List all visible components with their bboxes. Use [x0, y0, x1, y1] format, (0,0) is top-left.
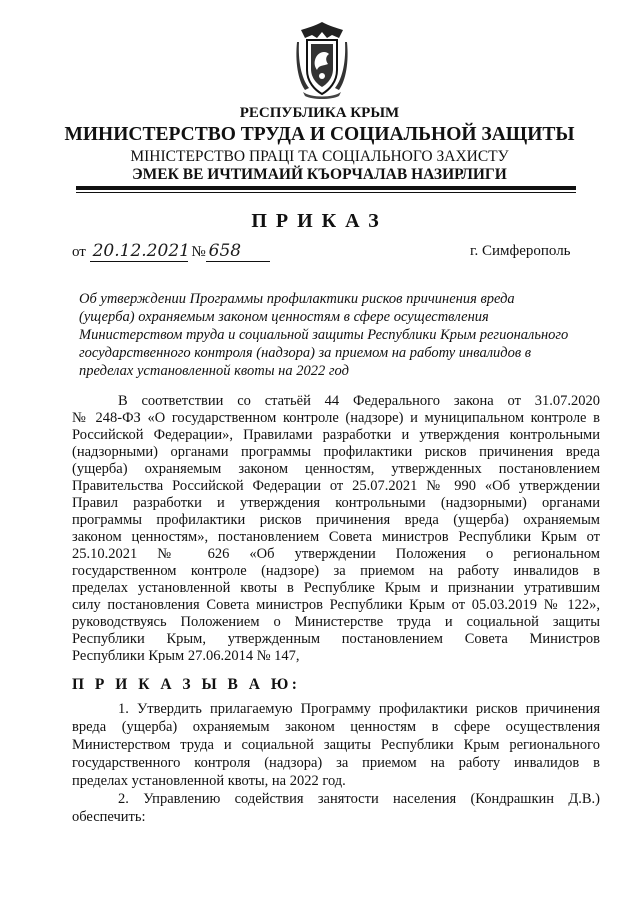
item1-line: пределах установленной квоты, на 2022 год.: [72, 773, 346, 789]
title-line: пределах установленной квоты на 2022 год: [79, 363, 349, 379]
title-line: Об утверждении Программы профилактики рисков причинения вреда: [79, 291, 515, 307]
preamble-line: Республики Крым 27.06.2014 № 147,: [72, 648, 300, 664]
title-line: государственного контроля (надзора) за приемом на работу инвалидов в: [79, 345, 532, 361]
orders-heading: П Р И К А З Ы В А Ю:: [72, 676, 301, 693]
item1-line: вреда (ущерба) охраняемым законом ценностям в сфере осуществления: [72, 719, 600, 735]
preamble-line: (ущерба) охраняемым законом ценностям, утвержденных постановлением: [72, 461, 600, 477]
preamble-line: 25.10.2021 № 626 «Об утверждении Положения о региональном: [72, 546, 600, 562]
preamble-line: (надзорными) органами программы профилактики рисков причинения вреда: [72, 444, 600, 460]
preamble-line: программы профилактики рисков причинения вреда (ущерба) охраняемым: [72, 512, 600, 528]
preamble-line: государственном контроле (надзоре) за приемом на работу инвалидов в: [72, 563, 600, 579]
preamble-line: Республики Крым, утвержденным постановлением Совета Министров: [72, 631, 600, 647]
item2-line: 2. Управлению содействия занятости населения (Кондрашкин Д.В.): [118, 791, 600, 807]
crimea-coat-of-arms-icon: [295, 20, 349, 100]
preamble-line: № 248-ФЗ «О государственном контроле (надзоре) и муниципальном контроле в: [72, 410, 600, 426]
date-handwritten: 20.12.2021: [90, 243, 188, 262]
header-ministry-crh: ЭМЕК ВЕ ИЧТИМАИЙ КЪОРЧАЛАВ НАЗИРЛИГИ: [132, 166, 507, 183]
preamble-line: пределах установленной квоты в Республике Крым и признании утратившим: [72, 580, 600, 596]
item1-line: Министерством труда и социальной защиты Республики Крым регионального: [72, 737, 600, 753]
header-ministry-ua: МІНІСТЕРСТВО ПРАЦІ ТА СОЦІАЛЬНОГО ЗАХИСТУ: [130, 148, 509, 165]
date-number-row: [72, 243, 270, 262]
preamble-line: руководствуясь Положением о Министерстве труда и социальной защиты: [72, 614, 600, 630]
item1-line: государственного контроля (надзора) за приемом на работу инвалидов в: [72, 755, 600, 771]
number-prefix: №: [191, 244, 206, 260]
document-type: ПРИКАЗ: [251, 210, 388, 232]
preamble: [72, 393, 600, 665]
preamble-line: Правительства Российской Федерации от 25.07.2021 № 990 «Об утверждении: [72, 478, 600, 494]
preamble-line: Правил разработки и утверждения контрольными (надзорными) органами: [72, 495, 600, 511]
preamble-line: Российской Федерации», Правилами разработки и утверждения контрольными: [72, 427, 600, 443]
title-line: (ущерба) охраняемым законом ценностям в сфере осуществления: [79, 309, 489, 325]
header-divider-thin: [76, 192, 576, 193]
number-handwritten: 658: [206, 243, 270, 262]
header-republic: РЕСПУБЛИКА КРЫМ: [239, 105, 400, 121]
order-items: [72, 700, 600, 826]
preamble-line: В соответствии со статьёй 44 Федерального закона от 31.07.2020: [118, 393, 600, 409]
item1-line: 1. Утвердить прилагаемую Программу профилактики рисков причинения: [118, 701, 600, 717]
title-line: Министерством труда и социальной защиты Республики Крым регионального: [79, 327, 569, 343]
preamble-line: силу постановления Совета министров Республики Крым от 05.03.2019 № 122»,: [72, 597, 600, 613]
document-title: [79, 290, 569, 380]
date-prefix: от: [72, 244, 86, 260]
header-ministry-ru: МИНИСТЕРСТВО ТРУДА И СОЦИАЛЬНОЙ ЗАЩИТЫ: [64, 124, 575, 145]
header-divider-thick: [76, 186, 576, 190]
preamble-line: законом ценностям», постановлением Совета министров Республики Крым от: [72, 529, 600, 545]
city: г. Симферополь: [470, 243, 571, 259]
item2-line: обеспечить:: [72, 809, 146, 825]
